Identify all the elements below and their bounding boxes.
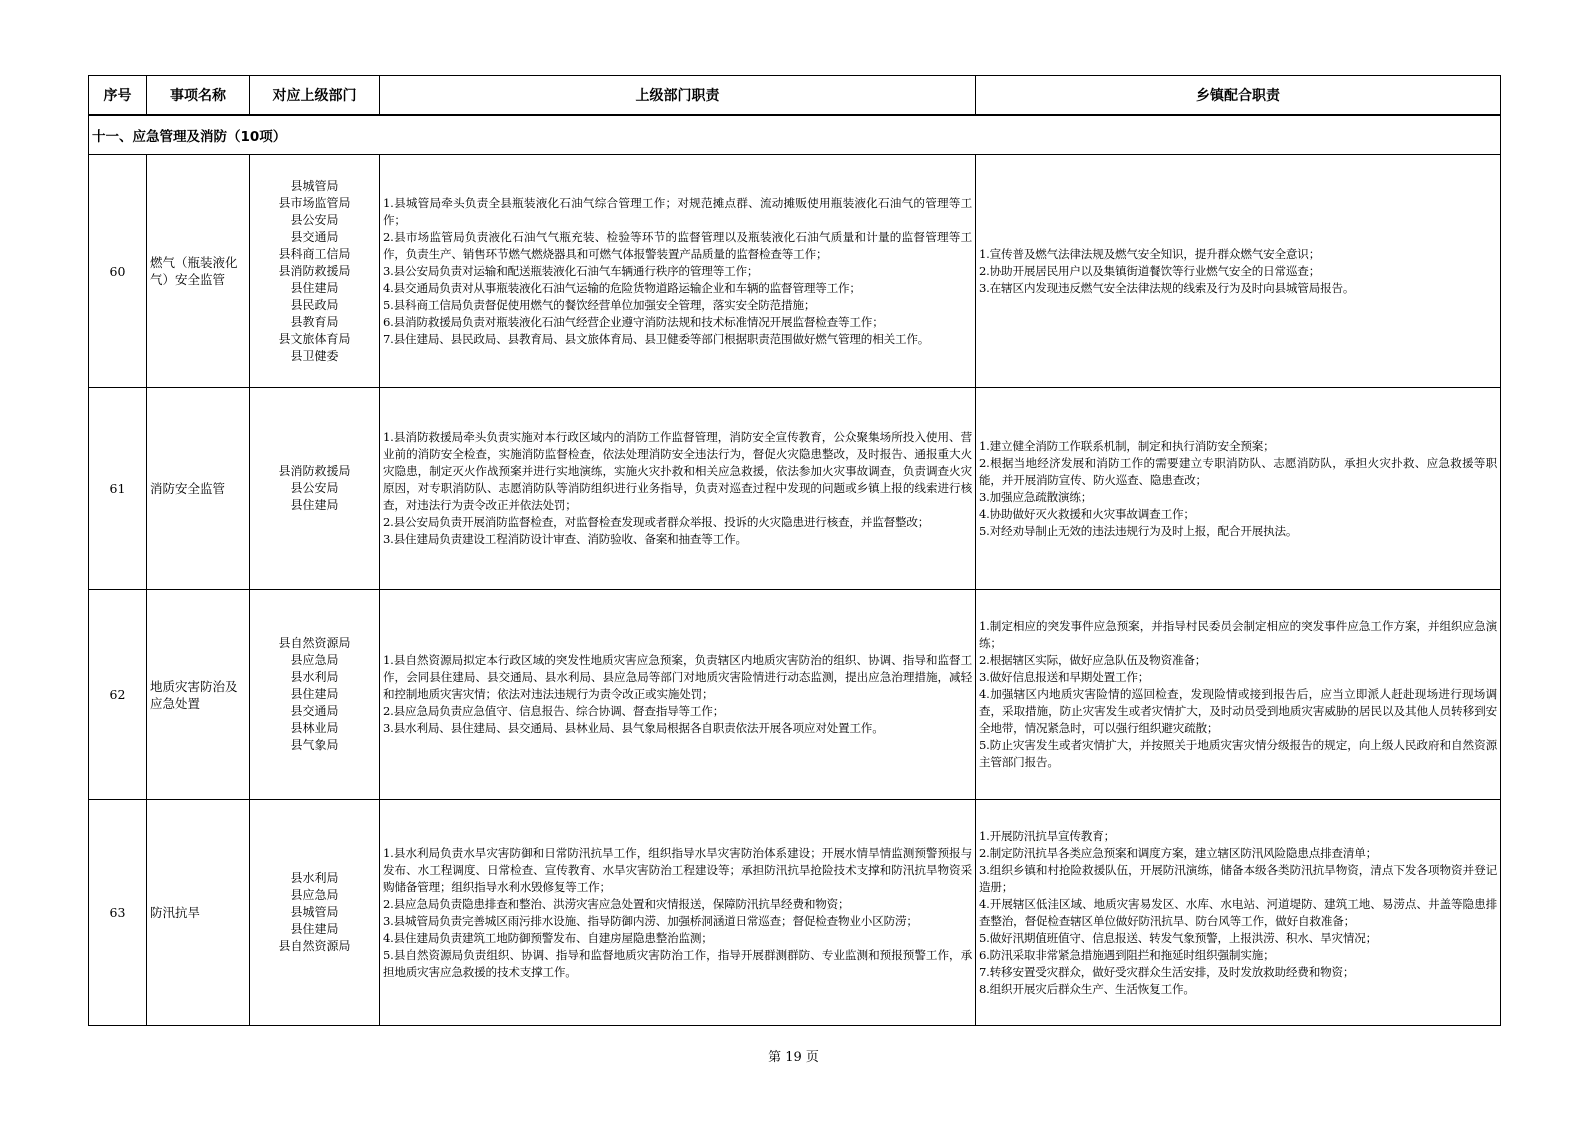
dept-item: 县住建局: [290, 498, 339, 512]
dept-list: [250, 155, 380, 388]
header-upper-duty: 上级部门职责: [380, 76, 976, 116]
dept-item: 县城管局: [290, 905, 339, 919]
upper-duty-item: 3.县公安局负责对运输和配送瓶装液化石油气车辆通行秩序的管理等工作；: [383, 263, 759, 278]
dept-item: 县住建局: [290, 687, 339, 701]
dept-item: 县文旅体育局: [278, 331, 351, 346]
upper-duty-item: 2.县应急局负责应急值守、信息报告、综合协调、督查指导等工作；: [383, 704, 725, 718]
upper-duty-item: 1.县水利局负责水旱灾害防御和日常防汛抗旱工作，组织指导水旱灾害防治体系建设；开展水情旱情监测预警预报与发布、水工程调度、日常检查、宣传教育、水旱灾害防治工程建设等；承担防汛抗旱抢险技术支撑和防汛抗旱物资采购储备管理；组织指导水利水毁修复等工作；: [383, 845, 972, 894]
town-duty-item: 2.协助开展居民用户以及集镇街道餐饮等行业燃气安全的日常巡查；: [979, 263, 1321, 278]
town-duty-item: 7.转移安置受灾群众，做好受灾群众生活安排，及时发放救助经费和物资；: [979, 964, 1355, 979]
town-duty-item: 1.开展防汛抗旱宣传教育；: [979, 828, 1115, 843]
dept-item: 县民政局: [290, 297, 339, 312]
item-name: 燃气（瓶装液化气）安全监管: [147, 155, 250, 388]
item-name: 消防安全监管: [147, 388, 250, 590]
item-name: 防汛抗旱: [147, 800, 250, 1026]
upper-duty-item: 3.县水利局、县住建局、县交通局、县林业局、县气象局根据各自职责依法开展各项应对处置工作。: [383, 721, 884, 735]
upper-duty-item: 2.县公安局负责开展消防监督检查，对监督检查发现或者群众举报、投诉的火灾隐患进行核查，并监督整改；: [383, 515, 930, 529]
town-duty-item: 3.组织乡镇和村抢险救援队伍，开展防汛演练，储备本级各类防汛抗旱物资，清点下发各项物资并登记造册；: [979, 862, 1497, 894]
dept-item: 县自然资源局: [278, 636, 351, 650]
dept-item: 县市场监管局: [278, 195, 351, 210]
upper-duty-item: 1.县城管局牵头负责全县瓶装液化石油气综合管理工作；对规范摊点群、流动摊贩使用瓶装液化石油气的管理等工作；: [383, 195, 972, 227]
dept-item: 县自然资源局: [278, 939, 351, 953]
header-dept: 对应上级部门: [250, 76, 380, 116]
town-duty-item: 2.根据当地经济发展和消防工作的需要建立专职消防队、志愿消防队，承担火灾扑救、应急救援等职能，并开展消防宣传、防火巡查、隐患查改；: [979, 455, 1497, 487]
upper-duty-item: 1.县消防救援局牵头负责实施对本行政区域内的消防工作监督管理，消防安全宣传教育，公众聚集场所投入使用、营业前的消防安全检查，实施消防监督检查，依法处理消防安全违法行为，督促火灾隐患整改，及时报告、通报重大火灾隐患，制定灭火作战预案并进行实地演练，实施火灾扑救和相关应急救援，依法参加火灾事故调查，负责调查火灾原因，对专职消防队、志愿消防队等消防组织进行业务指导，负责对巡查过程中发现的问题或乡镇上报的线索进行核查，对违法行为责令改正并依法处罚；: [383, 430, 972, 512]
town-duty-item: 2.制定防汛抗旱各类应急预案和调度方案，建立辖区防汛风险隐患点排查清单；: [979, 845, 1378, 860]
upper-duty-item: 5.县科商工信局负责督促使用燃气的餐饮经营单位加强安全管理，落实安全防范措施；: [383, 297, 816, 312]
town-duty-list: [976, 800, 1501, 1026]
dept-item: 县应急局: [290, 888, 339, 902]
dept-item: 县公安局: [290, 481, 339, 495]
dept-list: [250, 388, 380, 590]
header-town-duty: 乡镇配合职责: [976, 76, 1501, 116]
dept-item: 县交通局: [290, 704, 339, 718]
dept-item: 县教育局: [290, 314, 339, 329]
dept-item: 县消防救援局: [278, 464, 351, 478]
header-item-name: 事项名称: [147, 76, 250, 116]
town-duty-item: 8.组织开展灾后群众生产、生活恢复工作。: [979, 981, 1195, 996]
upper-duty-list: [380, 800, 976, 1026]
town-duty-list: [976, 590, 1501, 800]
upper-duty-item: 6.县消防救援局负责对瓶装液化石油气经营企业遵守消防法规和技术标准情况开展监督检查等工作；: [383, 314, 884, 329]
dept-item: 县交通局: [290, 229, 339, 244]
dept-item: 县气象局: [290, 738, 339, 752]
dept-item: 县城管局: [290, 178, 339, 193]
town-duty-item: 3.做好信息报送和早期处置工作；: [979, 670, 1150, 684]
row-number: 63: [89, 800, 147, 1026]
table-row: [89, 800, 1501, 1026]
upper-duty-item: 2.县市场监管局负责液化石油气气瓶充装、检验等环节的监督管理以及瓶装液化石油气质量和计量的监督管理等工作，负责生产、销售环节燃气燃烧器具和可燃气体报警装置产品质量的监督检查等工作；: [383, 229, 972, 261]
upper-duty-list: [380, 590, 976, 800]
upper-duty-list: [380, 155, 976, 388]
row-number: 62: [89, 590, 147, 800]
dept-item: 县消防救援局: [278, 263, 351, 278]
town-duty-item: 2.根据辖区实际，做好应急队伍及物资准备；: [979, 653, 1207, 667]
section-row: [89, 115, 1501, 155]
row-number: 60: [89, 155, 147, 388]
dept-list: [250, 590, 380, 800]
dept-item: 县卫健委: [290, 348, 339, 363]
table-header-row: [89, 76, 1501, 116]
town-duty-item: 5.对经劝导制止无效的违法违规行为及时上报，配合开展执法。: [979, 523, 1298, 538]
upper-duty-item: 7.县住建局、县民政局、县教育局、县文旅体育局、县卫健委等部门根据职责范围做好燃气管理的相关工作。: [383, 331, 930, 346]
dept-item: 县水利局: [290, 670, 339, 684]
dept-item: 县公安局: [290, 212, 339, 227]
table-row: [89, 590, 1501, 800]
town-duty-item: 5.做好汛期值班值守、信息报送、转发气象预警，上报洪涝、积水、旱灾情况；: [979, 930, 1378, 945]
town-duty-item: 6.防汛采取非常紧急措施遇到阻拦和拖延时组织强制实施；: [979, 947, 1275, 962]
town-duty-item: 5.防止灾害发生或者灾情扩大，并按照关于地质灾害灾情分级报告的规定，向上级人民政府和自然资源主管部门报告。: [979, 738, 1497, 769]
town-duty-item: 4.协助做好灭火救援和火灾事故调查工作；: [979, 506, 1195, 521]
upper-duty-item: 1.县自然资源局拟定本行政区域的突发性地质灾害应急预案，负责辖区内地质灾害防治的组织、协调、指导和监督工作，会同县住建局、县交通局、县水利局、县应急局等部门对地质灾害险情进行动态监测，提出应急治理措施，减轻和控制地质灾害灾情；依法对违法违规行为责令改正或实施处罚；: [383, 653, 972, 701]
page-number: 第 19 页: [768, 1050, 819, 1065]
town-duty-item: 1.建立健全消防工作联系机制，制定和执行消防安全预案；: [979, 438, 1275, 453]
upper-duty-item: 5.县自然资源局负责组织、协调、指导和监督地质灾害防治工作，指导开展群测群防、专业监测和预报预警工作，承担地质灾害应急救援的技术支撑工作。: [383, 947, 972, 979]
dept-list: [250, 800, 380, 1026]
table-row: [89, 388, 1501, 590]
upper-duty-item: 2.县应急局负责隐患排查和整治、洪涝灾害应急处置和灾情报送，保障防汛抗旱经费和物资；: [383, 896, 850, 911]
dept-item: 县林业局: [290, 721, 339, 735]
duty-table: [88, 75, 1501, 1026]
section-title: 十一、应急管理及消防（10项）: [89, 115, 1501, 155]
town-duty-list: [976, 155, 1501, 388]
town-duty-item: 1.制定相应的突发事件应急预案，并指导村民委员会制定相应的突发事件应急工作方案，并组织应急演练；: [979, 619, 1497, 650]
town-duty-item: 4.开展辖区低洼区域、地质灾害易发区、水库、水电站、河道堤防、建筑工地、易涝点、井盖等隐患排查整治，督促检查辖区单位做好防汛抗旱、防台风等工作，做好自救准备；: [979, 896, 1497, 928]
dept-item: 县水利局: [290, 871, 339, 885]
table-row: [89, 155, 1501, 388]
item-name: 地质灾害防治及应急处置: [147, 590, 250, 800]
upper-duty-item: 3.县城管局负责完善城区雨污排水设施、指导防御内涝、加强桥洞涵道日常巡查；督促检查物业小区防涝；: [383, 913, 918, 928]
town-duty-item: 3.在辖区内发现违反燃气安全法律法规的线索及行为及时向县城管局报告。: [979, 280, 1355, 295]
header-no: 序号: [89, 76, 147, 116]
town-duty-item: 3.加强应急疏散演练；: [979, 489, 1093, 504]
dept-item: 县住建局: [290, 922, 339, 936]
upper-duty-item: 3.县住建局负责建设工程消防设计审查、消防验收、备案和抽查等工作。: [383, 532, 747, 546]
dept-item: 县科商工信局: [278, 246, 351, 261]
row-number: 61: [89, 388, 147, 590]
town-duty-list: [976, 388, 1501, 590]
dept-item: 县住建局: [290, 280, 339, 295]
town-duty-item: 1.宣传普及燃气法律法规及燃气安全知识，提升群众燃气安全意识；: [979, 246, 1321, 261]
dept-item: 县应急局: [290, 653, 339, 667]
upper-duty-item: 4.县交通局负责对从事瓶装液化石油气运输的危险货物道路运输企业和车辆的监督管理等工作；: [383, 280, 861, 295]
town-duty-item: 4.加强辖区内地质灾害险情的巡回检查，发现险情或接到报告后，应当立即派人赶赴现场进行现场调查，采取措施，防止灾害发生或者灾情扩大，及时动员受到地质灾害威胁的居民以及其他人员转移到安全地带，情况紧急时，可以强行组织避灾疏散；: [979, 687, 1497, 735]
upper-duty-list: [380, 388, 976, 590]
upper-duty-item: 4.县住建局负责建筑工地防御预警发布、自建房屋隐患整治监测；: [383, 930, 713, 945]
